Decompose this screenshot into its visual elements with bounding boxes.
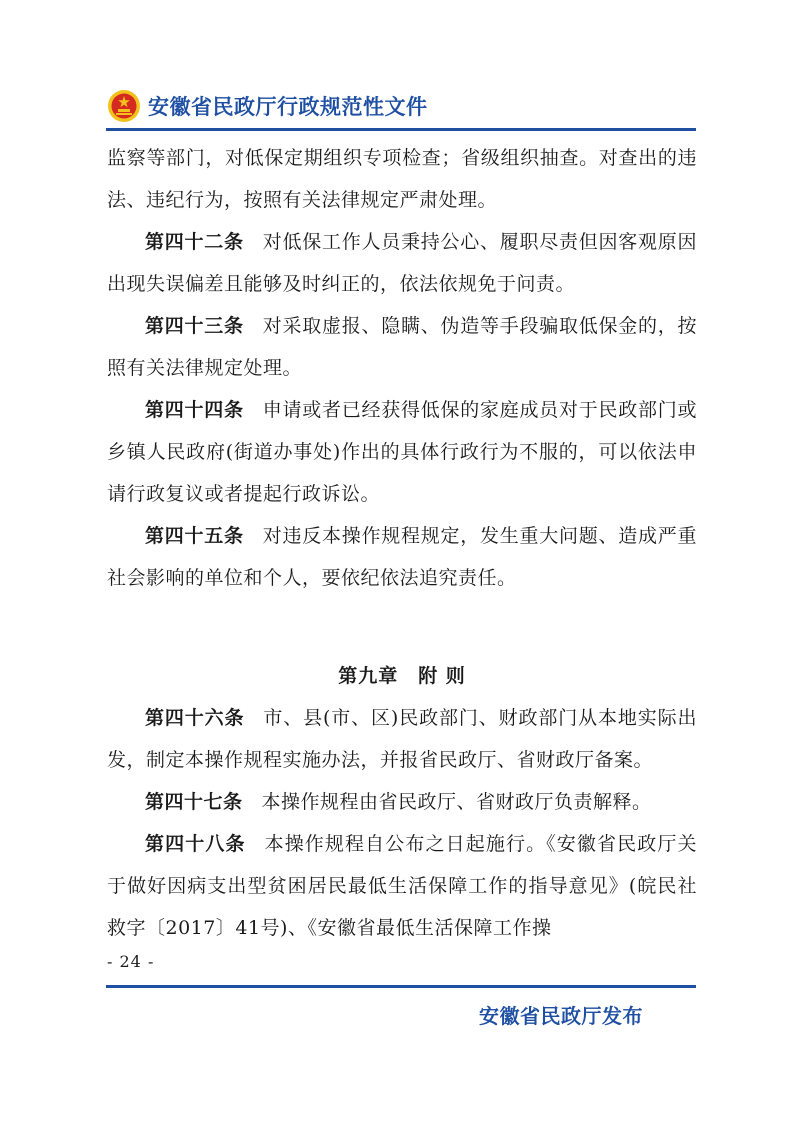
article-text: 本操作规程自公布之日起施行。《安徽省民政厅关于做好因病支出型贫困居民最低生活保障工作的指导意见》(皖民社救字〔2017〕41号)、《安徽省最低生活保障工作操 [107, 833, 697, 939]
article-text: 对低保工作人员秉持公心、履职尽责但因客观原因出现失误偏差且能够及时纠正的，依法依规免于问责。 [107, 231, 697, 295]
article-47 [107, 781, 697, 823]
article-title: 第四十七条 [145, 791, 243, 813]
article-text: 对违反本操作规程规定，发生重大问题、造成严重社会影响的单位和个人，要依纪依法追究责任。 [107, 525, 697, 589]
article-48 [107, 823, 697, 949]
document-header [106, 86, 428, 126]
article-title: 第四十五条 [145, 525, 244, 547]
document-body [107, 137, 697, 949]
article-text: 对采取虚报、隐瞒、伪造等手段骗取低保金的，按照有关法律规定处理。 [107, 315, 697, 379]
article-text: 本操作规程由省民政厅、省财政厅负责解释。 [261, 791, 652, 813]
article-title: 第四十六条 [145, 707, 245, 729]
article-title: 第四十三条 [145, 315, 244, 337]
article-text: 市、县(市、区)民政部门、财政部门从本地实际出发，制定本操作规程实施办法，并报省民政厅、省财政厅备案。 [107, 707, 697, 771]
article-46 [107, 697, 697, 781]
page-number: - 24 - [107, 952, 155, 971]
article-title: 第四十四条 [145, 399, 244, 421]
article-title: 第四十八条 [145, 833, 246, 855]
national-emblem-icon [106, 88, 142, 124]
paragraph-text: 监察等部门，对低保定期组织专项检查；省级组织抽查。对查出的违法、违纪行为，按照有关法律规定严肃处理。 [107, 147, 697, 211]
paragraph-continued [107, 137, 697, 221]
article-43 [107, 305, 697, 389]
article-42 [107, 221, 697, 305]
chapter-heading: 第九章 附 则 [338, 665, 466, 687]
publisher-label: 安徽省民政厅发布 [479, 1004, 643, 1028]
header-divider [106, 128, 696, 131]
article-title: 第四十二条 [145, 231, 244, 253]
footer-divider [106, 985, 696, 988]
header-title: 安徽省民政厅行政规范性文件 [148, 95, 428, 119]
article-text: 申请或者已经获得低保的家庭成员对于民政部门或乡镇人民政府(街道办事处)作出的具体行政行为不服的，可以依法申请行政复议或者提起行政诉讼。 [107, 399, 697, 505]
article-45 [107, 515, 697, 599]
article-44 [107, 389, 697, 515]
